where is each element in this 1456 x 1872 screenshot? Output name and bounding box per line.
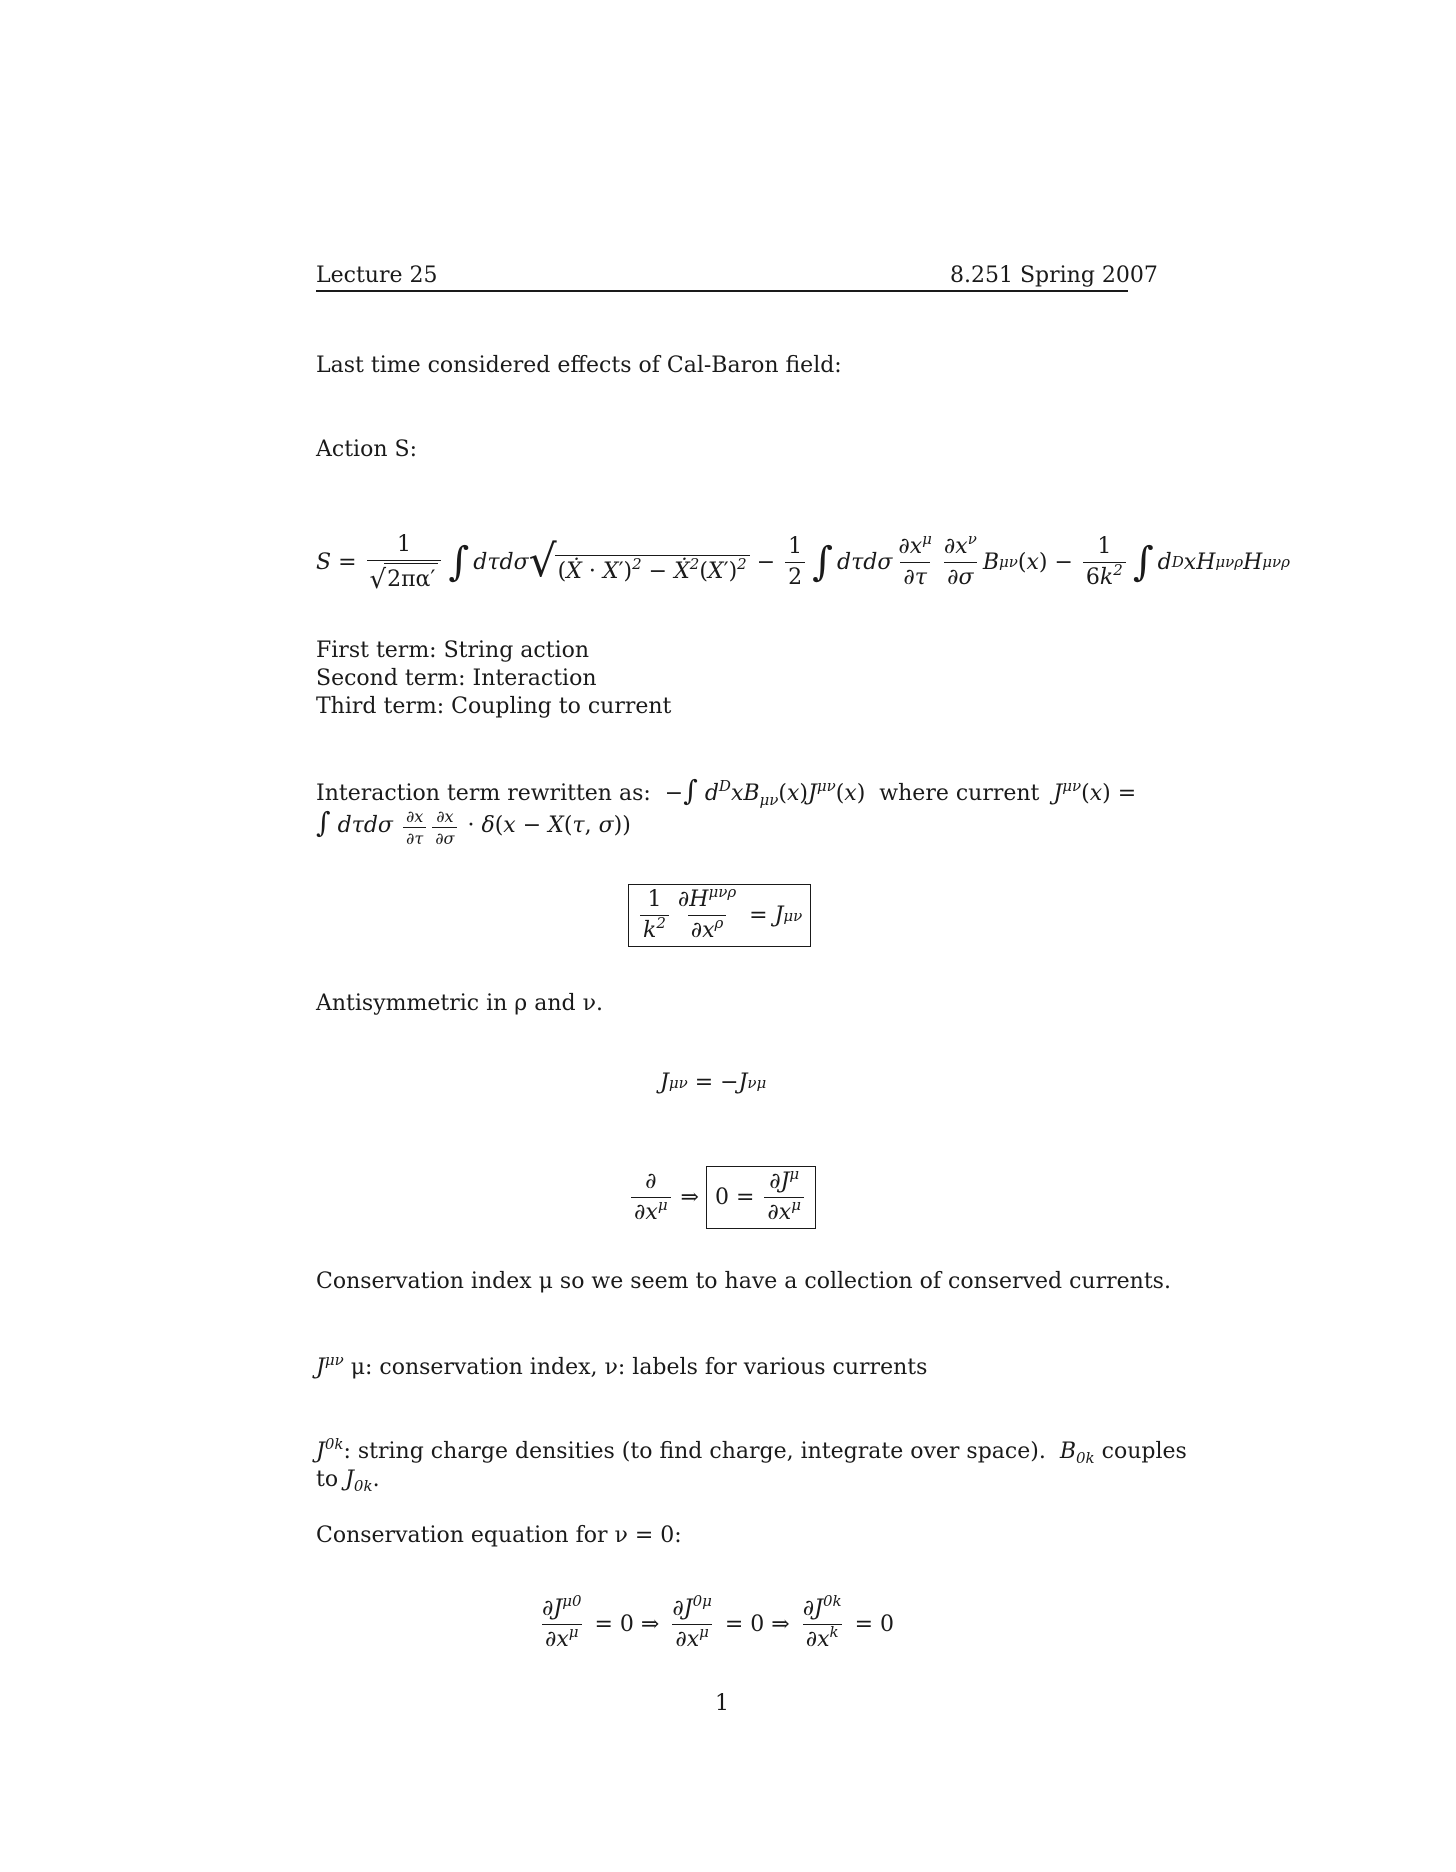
charge-conservation-equation: $\frac{\partial J^{\mu 0}}{\partial x^\mu}$ = 0 ⇒ $\frac{\partial J^{0\mu}}{\partial x^\mu}$ = 0 ⇒ $\frac{\partial J^{0k}}{\partial x^k}$ = 0 (542, 1592, 894, 1652)
intro-text: Last time considered effects of Cal-Baron field: (316, 353, 842, 378)
action-label: Action S: (316, 437, 417, 462)
charge-to-text: to (316, 1467, 339, 1492)
field-equation-box: $\frac{1}{k^2}$ $\frac{\partial H^{\mu\nu\rho}}{\partial x^\rho}$ = J μν (628, 884, 811, 947)
charge-density-line2: to $J_{0k}$. (316, 1467, 380, 1495)
antisymmetry-equation: J μν = − J νμ (660, 1070, 767, 1095)
header-left: Lecture 25 (316, 263, 438, 288)
header-rule (316, 290, 1128, 292)
charge-couples-text: couples (1101, 1439, 1187, 1464)
charge-density-text: : string charge densities (to find charge, integrate over space). (343, 1439, 1046, 1464)
conservation-nu0-text: Conservation equation for ν = 0: (316, 1523, 682, 1548)
interaction-rewrite-label: Interaction term rewritten as: (316, 781, 651, 806)
header-right: 8.251 Spring 2007 (950, 263, 1158, 288)
charge-density-line1: $J^{0k}$: string charge densities (to find charge, integrate over space). $B_{0k}$ couples (316, 1435, 1187, 1467)
current-labels-line: $J^{\mu\nu}$ μ: conservation index, ν: labels for various currents (316, 1351, 928, 1380)
page-number: 1 (715, 1691, 729, 1716)
action-equation: S = 1 √ 2πα′ ∫ dτdσ √ (Ẋ · $X')^2 - Ẋ^2(X')^2$ − $\frac{1}{2}$ ∫ dτdσ $\frac{\partial x^\mu}{\partial\tau}$ $\frac{\partial x^\nu}{\partial\sigma}$ B μν ( x ) − $\frac{1}{6k^2}$ ∫ d D xH μνρ H μνρ (316, 529, 1290, 595)
conservation-equation: $\frac{\partial}{\partial x^\mu}$ ⇒ 0 = $\frac{\partial J^\mu}{\partial x^\mu}$ (628, 1166, 816, 1229)
current-labels-text: μ: conservation index, ν: labels for various currents (350, 1355, 928, 1380)
interaction-where-current: where current (879, 781, 1040, 806)
antisymmetric-text: Antisymmetric in ρ and ν. (316, 991, 603, 1016)
term-first: First term: String action (316, 638, 590, 663)
interaction-rewrite-line1: Interaction term rewritten as: −∫ $d^DxB_{\mu\nu}(x)J^{\mu\nu}(x)$ where current $J^{\mu\nu}(x)$ = (316, 774, 1137, 809)
term-second: Second term: Interaction (316, 666, 597, 691)
conservation-index-text: Conservation index μ so we seem to have a collection of conserved currents. (316, 1269, 1171, 1294)
term-third: Third term: Coupling to current (316, 694, 672, 719)
interaction-rewrite-line2: ∫ dτdσ $\frac{\partial x}{\partial\tau}$ $\frac{\partial x}{\partial\sigma}$ · δ(x − X(τ, σ)) (316, 806, 631, 848)
